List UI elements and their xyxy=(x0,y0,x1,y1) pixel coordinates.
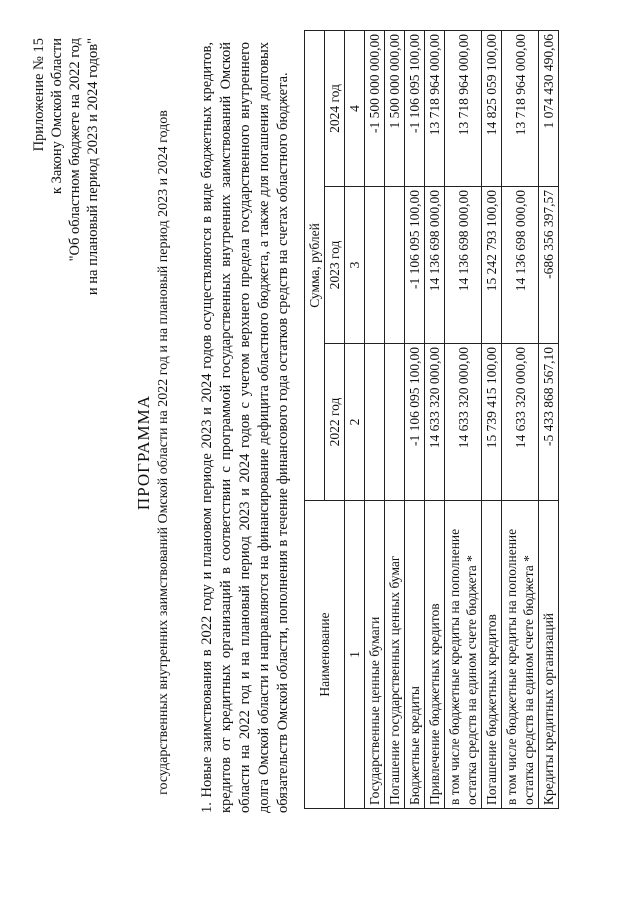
value-2022: -5 433 868 567,10 xyxy=(539,344,559,501)
value-2023: 15 242 793 100,00 xyxy=(482,187,502,344)
value-2024: 1 500 000 000,00 xyxy=(385,30,405,186)
table-row xyxy=(405,30,425,808)
value-2023: 14 136 698 000,00 xyxy=(425,187,445,344)
value-2022: 14 633 320 000,00 xyxy=(502,344,539,501)
row-name: Погашение бюджетных кредитов xyxy=(482,501,502,809)
column-number: 4 xyxy=(345,30,365,186)
row-name: Погашение государственных ценных бумаг xyxy=(385,501,405,809)
value-2023: -686 356 397,57 xyxy=(539,187,559,344)
value-2023: 14 136 698 000,00 xyxy=(445,187,482,344)
value-2022: 14 633 320 000,00 xyxy=(425,344,445,501)
value-2023: -1 106 095 100,00 xyxy=(405,187,425,344)
appendix-header xyxy=(30,38,102,295)
paragraph-1: 1. Новые заимствования в 2022 году и плановом периоде 2023 и 2024 годов осуществляются в виде бюджетных кредитов, кредитов от кредитных организаций в соответствии с программой государственных внутренних заимствований Омской области на 2022 год и на плановый период 2023 и 2024 годов с учетом верхнего предела государственного внутреннего долга Омской области и направляются на финансирование дефицита областного бюджета, а также для погашения долговых обязательств Омской области, пополнения в течение финансового года остатков средств на счетах областного бюджета. xyxy=(199,42,291,813)
value-2024: 13 718 964 000,00 xyxy=(425,30,445,186)
value-2022: -1 106 095 100,00 xyxy=(405,344,425,501)
borrowing-program-table xyxy=(304,30,559,809)
value-2022: 15 739 415 100,00 xyxy=(482,344,502,501)
column-header-sum: Сумма, рублей xyxy=(305,30,325,500)
table-row xyxy=(482,30,502,808)
value-2023 xyxy=(385,187,405,344)
value-2024: 1 074 430 490,06 xyxy=(539,30,559,186)
document-subtitle: государственных внутренних заимствований Омской области на 2022 год и на плановый период 2023 и 2024 годов xyxy=(156,110,171,795)
appendix-period: и на плановый период 2023 и 2024 годов" xyxy=(85,38,101,296)
value-2022 xyxy=(385,344,405,501)
column-header-2022: 2022 год xyxy=(325,344,345,501)
value-2024: 13 718 964 000,00 xyxy=(502,30,539,186)
row-name: Привлечение бюджетных кредитов xyxy=(425,501,445,809)
column-number: 2 xyxy=(345,344,365,501)
column-number: 3 xyxy=(345,187,365,344)
appendix-budget-title: "Об областном бюджете на 2022 год xyxy=(67,38,83,262)
appendix-law: к Закону Омской области xyxy=(49,38,65,195)
row-name: Государственные ценные бумаги xyxy=(365,501,385,809)
value-2023: 14 136 698 000,00 xyxy=(502,187,539,344)
column-number: 1 xyxy=(345,501,365,809)
column-header-name: Наименование xyxy=(305,501,345,809)
appendix-number: Приложение № 15 xyxy=(31,38,47,152)
table-row xyxy=(539,30,559,808)
value-2023 xyxy=(365,187,385,344)
value-2024: -1 500 000 000,00 xyxy=(365,30,385,186)
column-header-2024: 2024 год xyxy=(325,30,345,186)
row-name: в том числе бюджетные кредиты на пополнение остатка средств на едином счете бюджета * xyxy=(445,501,482,809)
row-name: Бюджетные кредиты xyxy=(405,501,425,809)
row-name: в том числе бюджетные кредиты на пополнение остатка средств на едином счете бюджета * xyxy=(502,501,539,809)
table-row xyxy=(445,30,482,808)
value-2024: 14 825 059 100,00 xyxy=(482,30,502,186)
header-numbers-row xyxy=(345,30,365,808)
document-title: ПРОГРАММА xyxy=(134,394,153,511)
table-row xyxy=(425,30,445,808)
value-2024: 13 718 964 000,00 xyxy=(445,30,482,186)
row-name: Кредиты кредитных организаций xyxy=(539,501,559,809)
value-2024: -1 106 095 100,00 xyxy=(405,30,425,186)
column-header-2023: 2023 год xyxy=(325,187,345,344)
table-row xyxy=(502,30,539,808)
table-row xyxy=(385,30,405,808)
value-2022: 14 633 320 000,00 xyxy=(445,344,482,501)
table-row xyxy=(365,30,385,808)
value-2022 xyxy=(365,344,385,501)
header-row xyxy=(305,30,325,808)
